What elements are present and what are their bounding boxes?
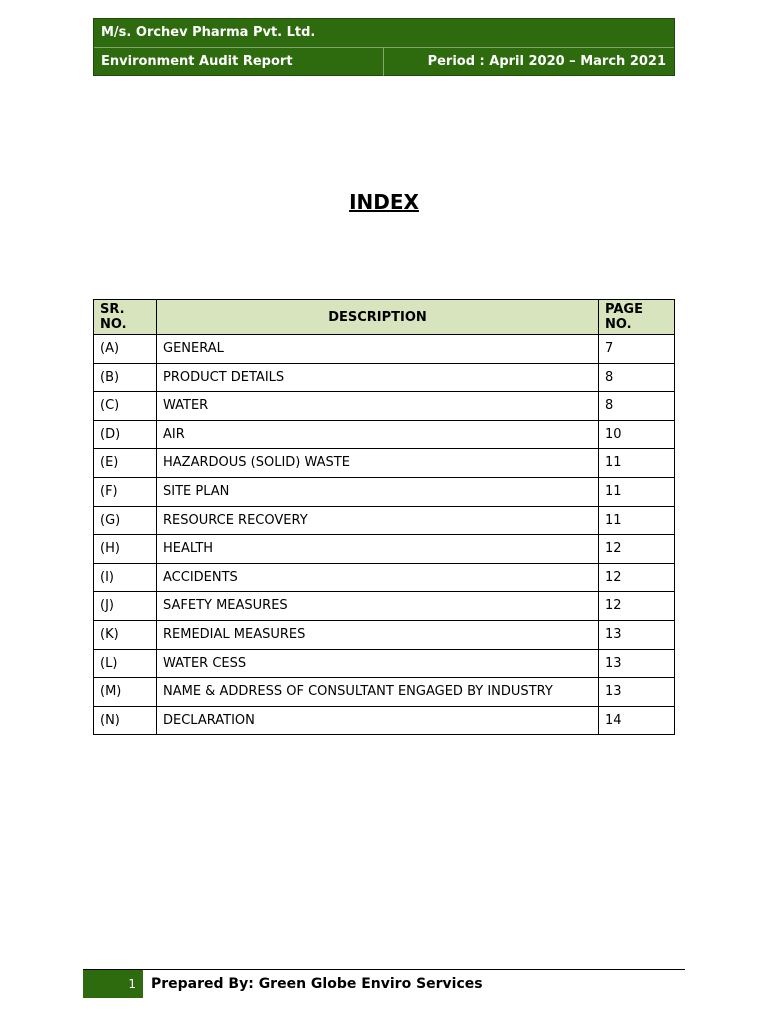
table-row: [94, 363, 675, 392]
row-page-cell: 11: [599, 477, 675, 506]
row-sr-cell: (K): [94, 620, 157, 649]
row-page-cell: 10: [599, 420, 675, 449]
row-sr-cell: (C): [94, 392, 157, 421]
row-page-cell: 13: [599, 678, 675, 707]
page-number: 1: [83, 970, 143, 998]
table-row: [94, 392, 675, 421]
prepared-by: Prepared By: Green Globe Enviro Services: [151, 976, 483, 992]
table-row: [94, 649, 675, 678]
table-row: [94, 592, 675, 621]
row-page-cell: 8: [599, 363, 675, 392]
row-description-cell: ACCIDENTS: [157, 563, 599, 592]
column-header-sr: SR. NO.: [94, 300, 157, 335]
row-page-cell: 8: [599, 392, 675, 421]
row-description-cell: SITE PLAN: [157, 477, 599, 506]
row-sr-cell: (B): [94, 363, 157, 392]
report-period: Period : April 2020 – March 2021: [427, 54, 666, 69]
row-page-cell: 12: [599, 563, 675, 592]
row-sr-cell: (J): [94, 592, 157, 621]
row-page-cell: 7: [599, 335, 675, 364]
row-sr-cell: (M): [94, 678, 157, 707]
row-description-cell: GENERAL: [157, 335, 599, 364]
row-sr-cell: (L): [94, 649, 157, 678]
row-page-cell: 12: [599, 592, 675, 621]
row-page-cell: 12: [599, 535, 675, 564]
table-row: [94, 563, 675, 592]
row-description-cell: RESOURCE RECOVERY: [157, 506, 599, 535]
row-sr-cell: (E): [94, 449, 157, 478]
row-description-cell: HEALTH: [157, 535, 599, 564]
row-description-cell: REMEDIAL MEASURES: [157, 620, 599, 649]
table-row: [94, 506, 675, 535]
table-row: [94, 449, 675, 478]
row-sr-cell: (G): [94, 506, 157, 535]
row-description-cell: NAME & ADDRESS OF CONSULTANT ENGAGED BY INDUSTRY: [157, 678, 599, 707]
company-name: M/s. Orchev Pharma Pvt. Ltd.: [94, 19, 674, 48]
row-sr-cell: (I): [94, 563, 157, 592]
row-description-cell: WATER: [157, 392, 599, 421]
index-table: [93, 299, 675, 735]
table-row: [94, 620, 675, 649]
row-description-cell: HAZARDOUS (SOLID) WASTE: [157, 449, 599, 478]
table-row: [94, 477, 675, 506]
row-description-cell: AIR: [157, 420, 599, 449]
document-footer: [83, 969, 685, 998]
document-header: [93, 18, 675, 76]
table-row: [94, 678, 675, 707]
column-header-page: PAGE NO.: [599, 300, 675, 335]
row-sr-cell: (D): [94, 420, 157, 449]
row-page-cell: 13: [599, 620, 675, 649]
row-description-cell: DECLARATION: [157, 706, 599, 735]
row-description-cell: PRODUCT DETAILS: [157, 363, 599, 392]
row-description-cell: SAFETY MEASURES: [157, 592, 599, 621]
row-sr-cell: (F): [94, 477, 157, 506]
row-sr-cell: (H): [94, 535, 157, 564]
column-header-description: DESCRIPTION: [157, 300, 599, 335]
report-title: Environment Audit Report: [94, 48, 384, 76]
table-row: [94, 706, 675, 735]
table-row: [94, 335, 675, 364]
row-page-cell: 11: [599, 449, 675, 478]
row-page-cell: 14: [599, 706, 675, 735]
page-title: INDEX: [349, 190, 419, 214]
table-row: [94, 535, 675, 564]
row-sr-cell: (A): [94, 335, 157, 364]
table-row: [94, 420, 675, 449]
row-page-cell: 13: [599, 649, 675, 678]
row-sr-cell: (N): [94, 706, 157, 735]
row-description-cell: WATER CESS: [157, 649, 599, 678]
row-page-cell: 11: [599, 506, 675, 535]
